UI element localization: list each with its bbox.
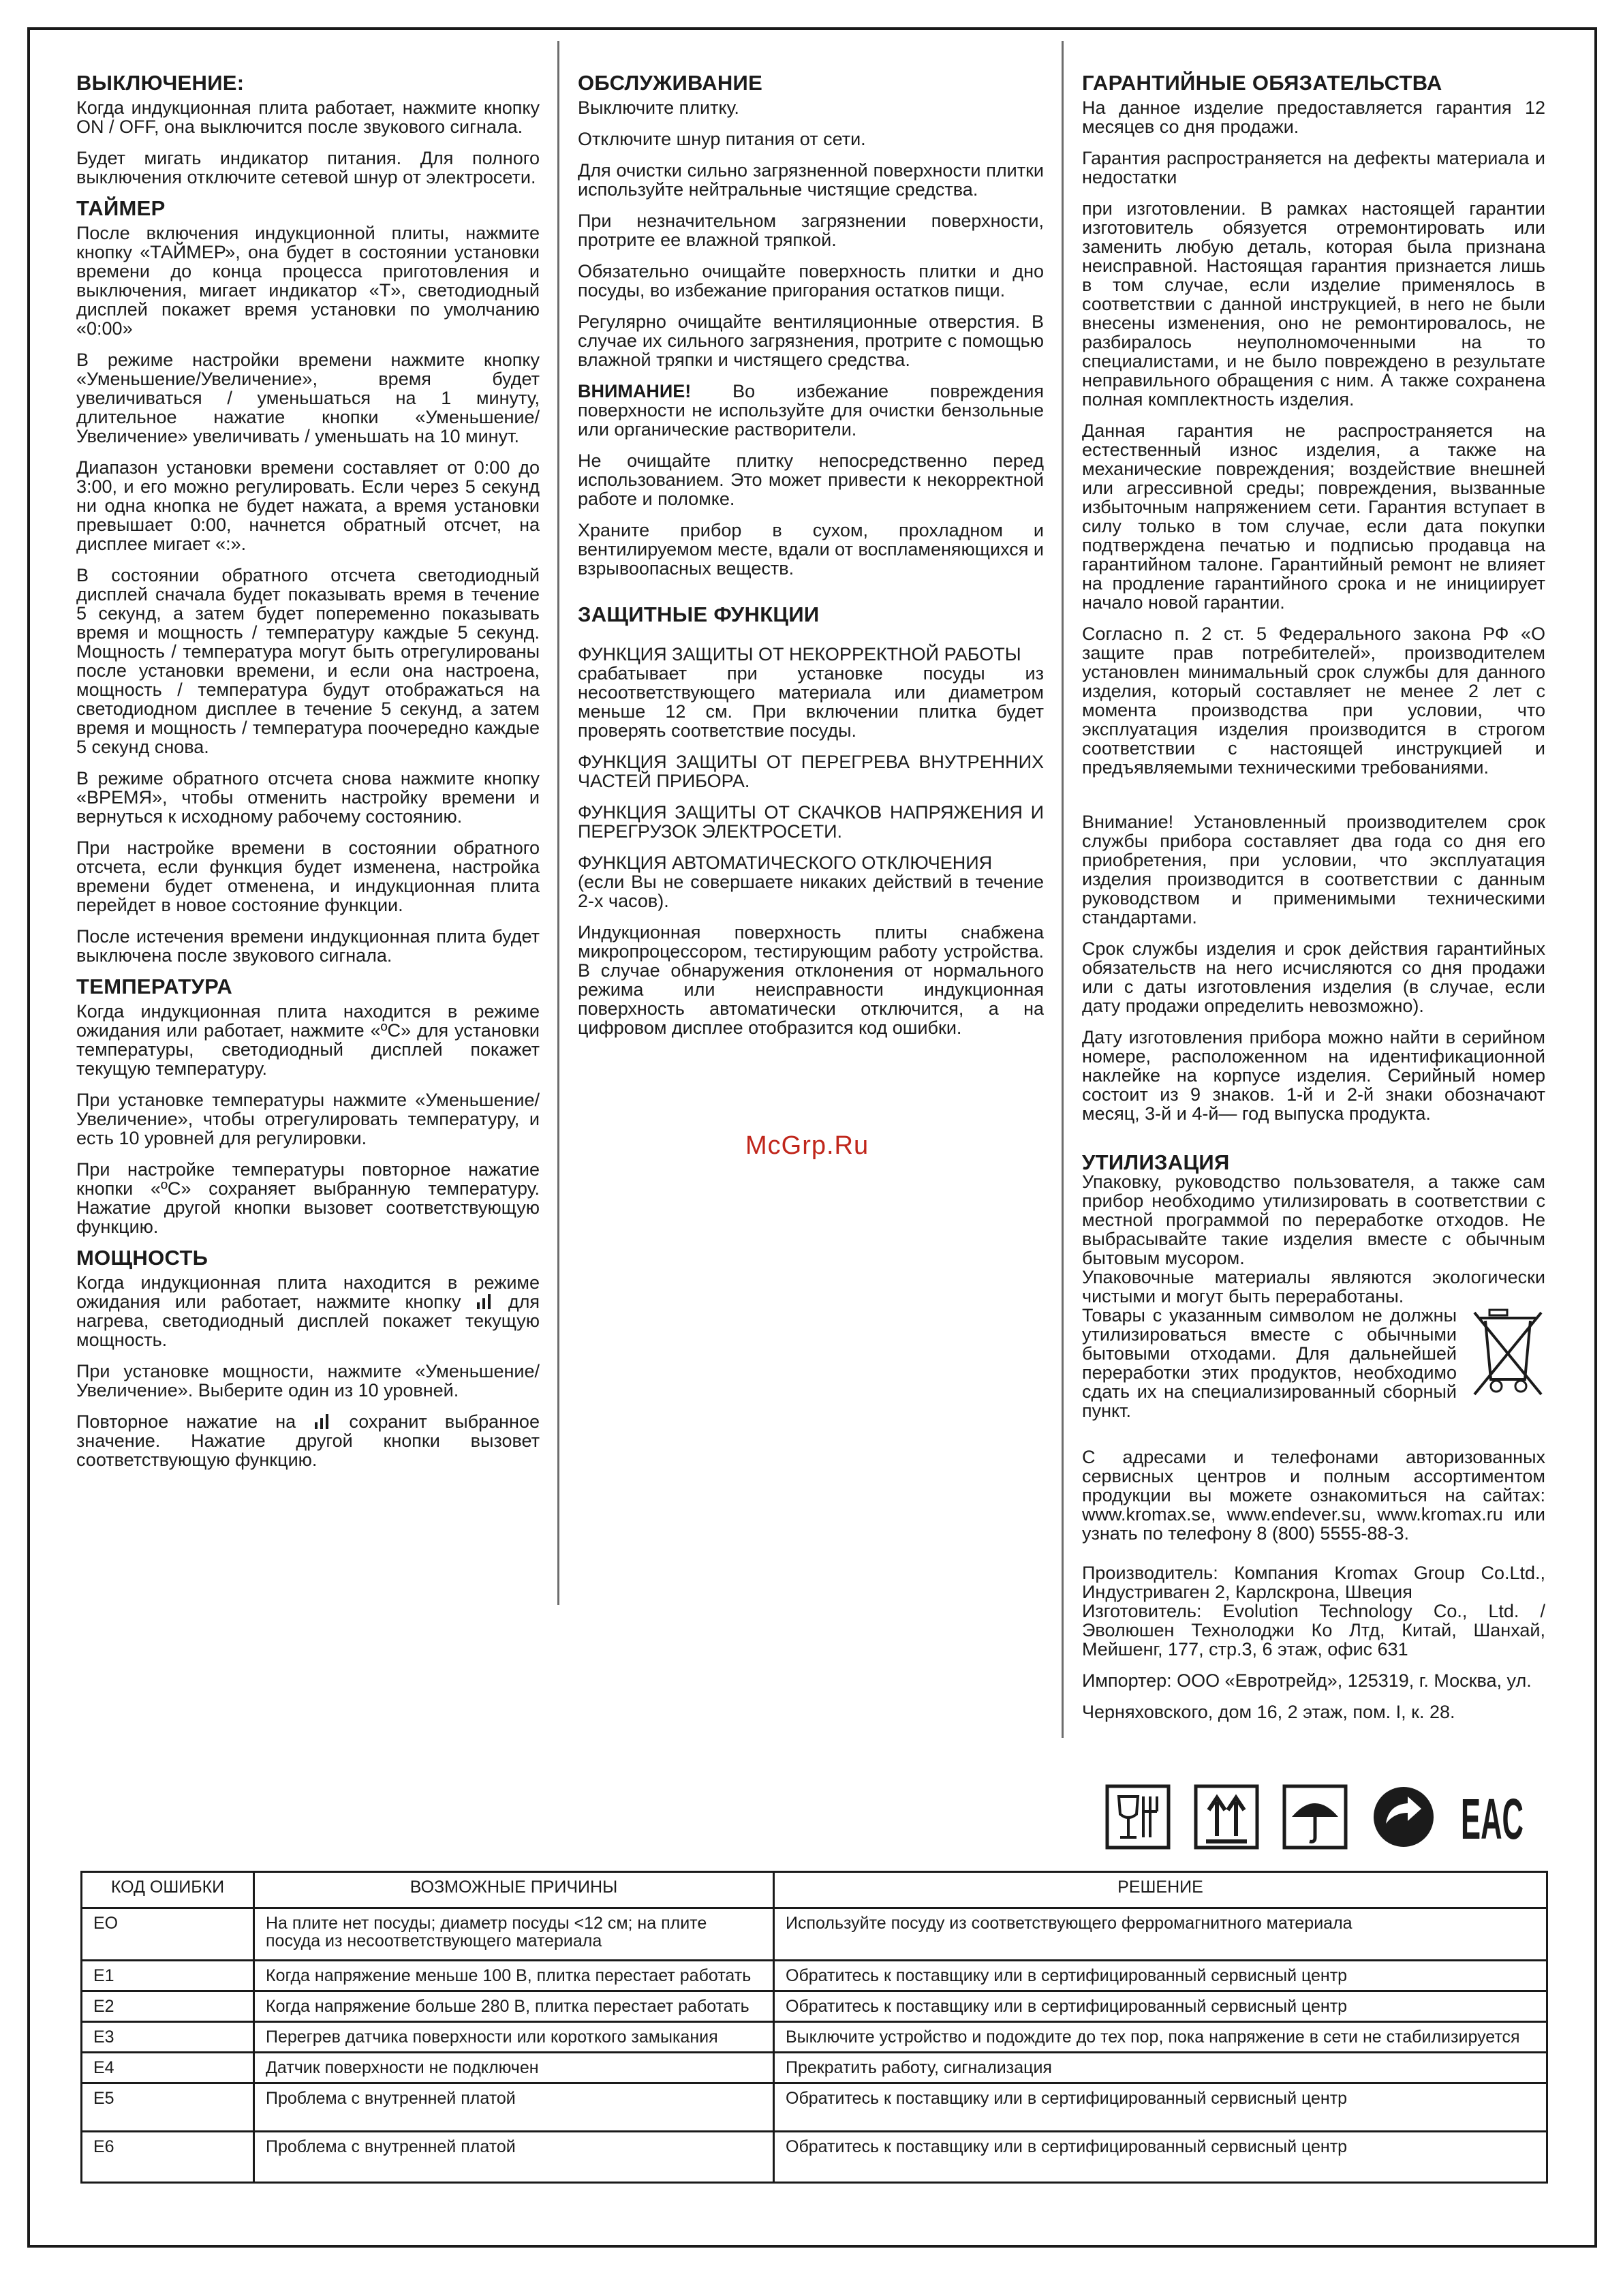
fragile-glass-icon: [1105, 1784, 1171, 1850]
column-header: КОД ОШИБКИ: [82, 1872, 254, 1908]
error-cause: Проблема с внутренней платой: [254, 2132, 774, 2183]
paragraph-text: (если Вы не совершаете никаких действий в течение 2-х часов).: [578, 872, 1044, 911]
paragraph: Внимание! Установленный производителем срок службы прибора составляет два года со дня его приобретения, при условии, что эксплуатация изделия производится в соответствии с данным руководством и применимыми техническими стандартами.: [1082, 812, 1545, 928]
column-divider: [557, 41, 559, 1605]
eac-mark-icon: [1459, 1784, 1525, 1850]
table-header-row: [82, 1872, 1547, 1908]
paragraph: Не очищайте плитку непосредственно перед использованием. Это может привести к некорректной работе и поломке.: [578, 450, 1044, 509]
section-title-protection: ЗАЩИТНЫЕ ФУНКЦИИ: [578, 602, 820, 626]
table-row: [82, 2053, 1547, 2083]
paragraph: На данное изделие предоставляется гарантия 12 месяцев со дня продажи.: [1082, 97, 1545, 137]
paragraph: При незначительном загрязнении поверхности, протрите ее влажной тряпкой.: [578, 211, 1044, 250]
paragraph: ФУНКЦИЯ ЗАЩИТЫ ОТ ПЕРЕГРЕВА ВНУТРЕННИХ ЧАСТЕЙ ПРИБОРА.: [578, 752, 1044, 791]
paragraph: Индукционная поверхность плиты снабжена микропроцессором, тестирующим работу устройства. В случае обнаружения отклонения от нормального режима или неисправности индукционная поверхность автоматически отключится, а на цифровом дисплее отобразится код ошибки.: [578, 922, 1044, 1038]
paragraph: При настройке времени в состоянии обратного отсчета, если функция будет изменена, настройка времени будет отменена, и индукционная плита перейдет в новое состояние функции.: [76, 838, 540, 915]
paragraph: ФУНКЦИЯ ЗАЩИТЫ ОТ СКАЧКОВ НАПРЯЖЕНИЯ И ПЕРЕГРУЗОК ЭЛЕКТРОСЕТИ.: [578, 802, 1044, 842]
paragraph-text: для нагрева, светодиодный дисплей покажет текущую мощность.: [76, 1291, 540, 1350]
watermark: McGrp.Ru: [745, 1131, 869, 1160]
column-right: [1082, 68, 1545, 1734]
paragraph: Регулярно очищайте вентиляционные отверстия. В случае их сильного загрязнения, протрите с помощью влажной тряпки и чистящего средства.: [578, 311, 1044, 370]
section-title-maintenance: ОБСЛУЖИВАНИЕ: [578, 71, 763, 95]
paragraph: Будет мигать индикатор питания. Для полного выключения отключите сетевой шнур от электросети.: [76, 148, 540, 187]
paragraph: Когда индукционная плита работает, нажмите кнопку ON / OFF, она выключится после звукового сигнала.: [76, 97, 540, 137]
paragraph: Для очистки сильно загрязненной поверхности плитки используйте нейтральные чистящие средства.: [578, 160, 1044, 200]
paragraph: При настройке температуры повторное нажатие кнопки «ºC» сохраняет выбранную температуру. Нажатие другой кнопки вызовет соответствующую функцию.: [76, 1159, 540, 1237]
error-code-table: [80, 1871, 1548, 2184]
paragraph: Срок службы изделия и срок действия гарантийных обязательств на него исчисляются со дня продажи или с даты изготовления изделия (в случае, если дату продажи определить невозможно).: [1082, 938, 1545, 1016]
recycling-icon: [1371, 1784, 1436, 1850]
paragraph: Товары с указанным символом не должны утилизироваться вместе с обычными бытовыми отходами. Для дальнейшей переработки этих продуктов, необходимо сдать их на специализированный сборный пункт.: [1082, 1305, 1457, 1421]
error-solution: Используйте посуду из соответствующего ферромагнитного материала: [774, 1908, 1547, 1961]
error-cause: Датчик поверхности не подключен: [254, 2053, 774, 2083]
paragraph: После включения индукционной плиты, нажмите кнопку «ТАЙМЕР», она будет в состоянии установки времени до конца процесса приготовления и выключения, мигает индикатор «T», светодиодный дисплей покажет время установки по умолчанию «0:00»: [76, 223, 540, 339]
paragraph: Храните прибор в сухом, прохладном и вентилируемом месте, вдали от воспламеняющихся и взрывоопасных веществ.: [578, 520, 1044, 579]
error-solution: Выключите устройство и подождите до тех пор, пока напряжение в сети не стабилизируется: [774, 2022, 1547, 2053]
table-row: [82, 1961, 1547, 1991]
error-cause: Проблема с внутренней платой: [254, 2083, 774, 2132]
paragraph: [76, 1273, 540, 1349]
keep-dry-icon: [1282, 1784, 1348, 1850]
paragraph: Производитель: Компания Kromax Group Co.Ltd., Индустриваген 2, Карлскрона, Швеция: [1082, 1563, 1545, 1602]
paragraph: Диапазон установки времени составляет от 0:00 до 3:00, и его можно регулировать. Если через 5 секунд ни одна кнопка не будет нажата, а время установки превышает 0:00, начнется обратный отсчет, на дисплее мигает «:».: [76, 457, 540, 554]
section-title-warranty: ГАРАНТИЙНЫЕ ОБЯЗАТЕЛЬСТВА: [1082, 71, 1442, 95]
error-code: E3: [82, 2022, 254, 2053]
error-solution: Обратитесь к поставщику или в сертифицированный сервисный центр: [774, 2083, 1547, 2132]
paragraph: При установке мощности, нажмите «Уменьшение/Увеличение». Выберите один из 10 уровней.: [76, 1361, 540, 1400]
paragraph-text: сохранит выбранное значение. Нажатие другой кнопки вызовет соответствующую функцию.: [76, 1411, 540, 1470]
paragraph: При установке температуры нажмите «Уменьшение/Увеличение», чтобы отрегулировать температуру, и есть 10 уровней для регулировки.: [76, 1090, 540, 1148]
column-middle: [578, 68, 1044, 1050]
paragraph: В режиме обратного отсчета снова нажмите кнопку «ВРЕМЯ», чтобы отменить настройку времени и вернуться к исходному рабочему состоянию.: [76, 768, 540, 827]
paragraph: [578, 645, 1044, 740]
column-left: [76, 68, 540, 1482]
paragraph-text: срабатывает при установке посуды из несоответствующего материала или диаметром меньше 12 см. При включении плитка будет проверять соответствие посуды.: [578, 663, 1044, 741]
paragraph: [578, 382, 1044, 439]
eac-text: EAC: [1461, 1787, 1524, 1851]
error-code: E6: [82, 2132, 254, 2183]
paragraph: Согласно п. 2 ст. 5 Федерального закона РФ «О защите прав потребителей», производителем установлен минимальный срок службы для данного изделия, который составляет не менее 2 лет с момента производства при условии, что эксплуатация изделия производится в строгом соответствии с настоящей инструкцией и предъявляемыми техническими требованиями.: [1082, 624, 1545, 778]
column-header: ВОЗМОЖНЫЕ ПРИЧИНЫ: [254, 1872, 774, 1908]
error-cause: Перегрев датчика поверхности или короткого замыкания: [254, 2022, 774, 2053]
paragraph: В состоянии обратного отсчета светодиодный дисплей сначала будет показывать время в течение 5 секунд, а затем будет попеременно показывать время и мощность / температуру каждые 5 секунд. Мощность / температура могут быть отрегулированы после установки времени, и если она настроена, мощность / температура будут отображаться на светодиодном дисплее в течение 5 секунд, а затем время и мощность / температура поочередно каждые 5 секунд снова.: [76, 565, 540, 757]
paragraph: Изготовитель: Evolution Technology Co., Ltd. / Эволюшен Технолоджи Ко Лтд, Китай, Шанхай, Мейшенг, 177, стр.3, 6 этаж, офис 631: [1082, 1601, 1545, 1659]
error-code: E4: [82, 2053, 254, 2083]
paragraph: [76, 1412, 540, 1469]
paragraph: при изготовлении. В рамках настоящей гарантии изготовитель обязуется отремонтировать или заменить любую деталь, которая была признана неисправной. Настоящая гарантия признается лишь в том случае, если изделие применялось в соответствии с данной инструкцией, в него не были внесены изменения, оно не ремонтировалось, не разбиралось неуполномоченными на то специалистами, и не было повреждено в результате неправильного обращения с ним. А также сохранена полная комплектность изделия.: [1082, 198, 1545, 410]
error-solution: Прекратить работу, сигнализация: [774, 2053, 1547, 2083]
paragraph: Данная гарантия не распространяется на естественный износ изделия, а также на механические повреждения; воздействие внешней или агрессивной среды; повреждения, вызванные избыточным напряжением сети. Гарантия вступает в силу только в том случае, если дата покупки подтверждена печатью и подписью продавца на гарантийном талоне. Гарантийный ремонт не влияет на продление гарантийного срока и не инициирует начало новой гарантии.: [1082, 420, 1545, 613]
section-title-power: МОЩНОСТЬ: [76, 1246, 208, 1270]
table-row: [82, 1908, 1547, 1961]
error-code: EO: [82, 1908, 254, 1961]
power-bars-icon: [313, 1414, 331, 1429]
error-solution: Обратитесь к поставщику или в сертифицированный сервисный центр: [774, 1991, 1547, 2022]
this-way-up-icon: [1194, 1784, 1259, 1850]
section-title-disposal: УТИЛИЗАЦИЯ: [1082, 1150, 1230, 1174]
section-title-temperature: ТЕМПЕРАТУРА: [76, 975, 233, 998]
section-title-shutdown: ВЫКЛЮЧЕНИЕ:: [76, 71, 245, 95]
table-row: [82, 1991, 1547, 2022]
error-code: E1: [82, 1961, 254, 1991]
paragraph: Дату изготовления прибора можно найти в серийном номере, расположенном на идентификационной наклейке на корпусе изделия. Серийный номер состоит из 9 знаков. 1-й и 2-й знаки обозначают месяц, 3-й и 4-й— год выпуска продукта.: [1082, 1027, 1545, 1124]
column-divider: [1062, 41, 1064, 1738]
error-solution: Обратитесь к поставщику или в сертифицированный сервисный центр: [774, 2132, 1547, 2183]
section-title-timer: ТАЙМЕР: [76, 196, 166, 220]
paragraph: В режиме настройки времени нажмите кнопку «Уменьшение/Увеличение», время будет увеличиваться / уменьшаться на 1 минуту, длительное нажатие кнопки «Уменьшение/Увеличение» увеличивать / уменьшать на 10 минут.: [76, 350, 540, 446]
paragraph: Черняховского, дом 16, 2 этаж, пом. I, к. 28.: [1082, 1702, 1455, 1722]
disposal-symbol-block: [1082, 1306, 1545, 1420]
table-row: [82, 2022, 1547, 2053]
paragraph: Выключите плитку.: [578, 97, 739, 118]
column-header: РЕШЕНИЕ: [774, 1872, 1547, 1908]
table-row: [82, 2132, 1547, 2183]
paragraph: Обязательно очищайте поверхность плитки и дно посуды, во избежание пригорания остатков пищи.: [578, 261, 1044, 301]
paragraph: Импортер: ООО «Евротрейд», 125319, г. Москва, ул.: [1082, 1670, 1532, 1691]
paragraph: После истечения времени индукционная плита будет выключена после звукового сигнала.: [76, 926, 540, 966]
power-bars-icon: [476, 1294, 493, 1309]
error-cause: Когда напряжение больше 280 В, плитка перестает работать: [254, 1991, 774, 2022]
paragraph: Упаковку, руководство пользователя, а также сам прибор необходимо утилизировать в соответствии с местной программой по переработке отходов. Не выбрасывайте такие изделия вместе с обычным бытовым мусором.: [1082, 1172, 1545, 1268]
error-cause: На плите нет посуды; диаметр посуды <12 см; на плите посуда из несоответствующего материала: [254, 1908, 774, 1961]
paragraph: [578, 853, 1044, 910]
crossed-bin-icon: [1470, 1306, 1545, 1401]
paragraph: Отключите шнур питания от сети.: [578, 129, 866, 149]
packaging-symbols: [1105, 1784, 1525, 1850]
paragraph-text: Повторное нажатие на: [76, 1411, 296, 1432]
paragraph: С адресами и телефонами авторизованных сервисных центров и полным ассортиментом продукции вы можете ознакомиться на сайтах: www.kromax.se, www.endever.su, www.kromax.ru или узнать по телефону 8 (800) 5555-88-3.: [1082, 1447, 1545, 1544]
warning-label: ВНИМАНИЕ!: [578, 381, 692, 401]
error-cause: Когда напряжение меньше 100 В, плитка перестает работать: [254, 1961, 774, 1991]
error-code: E5: [82, 2083, 254, 2132]
function-title: ФУНКЦИЯ ЗАЩИТЫ ОТ НЕКОРРЕКТНОЙ РАБОТЫ: [578, 644, 1021, 664]
paragraph-text: Во избежание повреждения поверхности не используйте для очистки бензольные или органические растворители.: [578, 381, 1044, 440]
paragraph-text: Когда индукционная плита находится в режиме ожидания или работает, нажмите кнопку: [76, 1272, 540, 1312]
paragraph: Упаковочные материалы являются экологически чистыми и могут быть переработаны.: [1082, 1267, 1545, 1306]
error-code: E2: [82, 1991, 254, 2022]
table-row: [82, 2083, 1547, 2132]
error-solution: Обратитесь к поставщику или в сертифицированный сервисный центр: [774, 1961, 1547, 1991]
function-title: ФУНКЦИЯ АВТОМАТИЧЕСКОГО ОТКЛЮЧЕНИЯ: [578, 853, 993, 873]
paragraph: Гарантия распространяется на дефекты материала и недостатки: [1082, 148, 1545, 187]
paragraph: Когда индукционная плита находится в режиме ожидания или работает, нажмите «ºC» для установки температуры, светодиодный дисплей покажет текущую температуру.: [76, 1001, 540, 1079]
